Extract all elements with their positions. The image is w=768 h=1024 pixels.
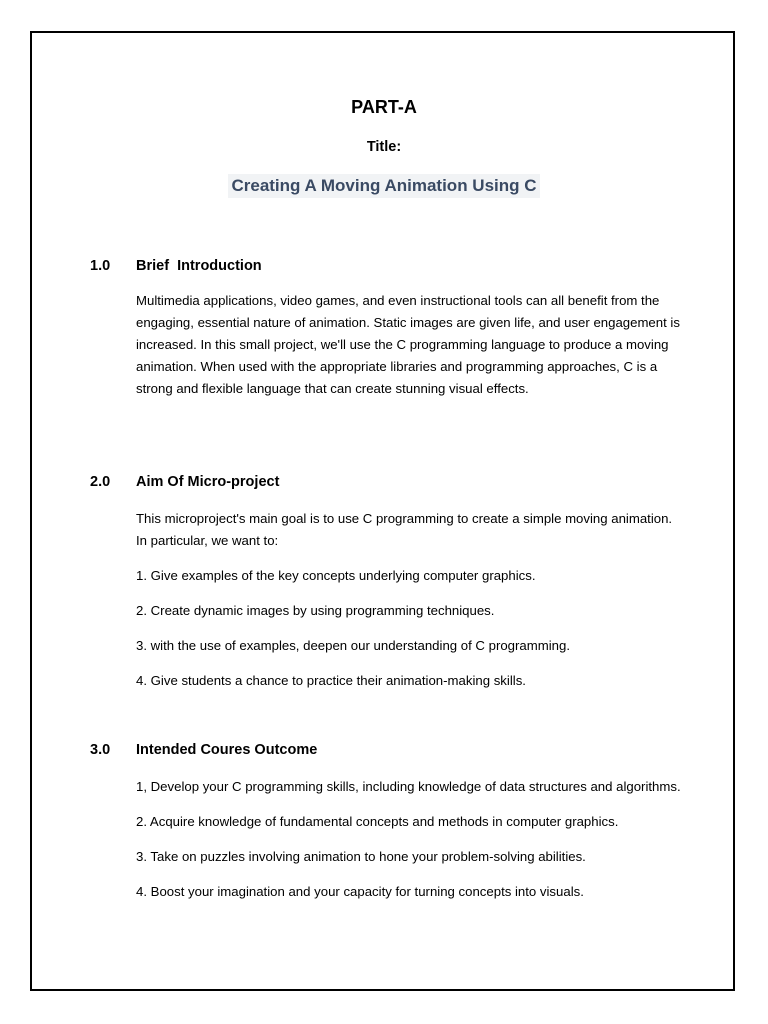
part-heading: PART-A — [351, 97, 417, 117]
aim-intro-paragraph: This microproject's main goal is to use C programming to create a simple moving animation. In particular, we want to: — [136, 511, 673, 548]
title-label: Title: — [366, 139, 402, 155]
section-heading — [90, 739, 690, 761]
section-intended-course-outcome — [90, 739, 690, 903]
section-title: Intended Coures Outcome — [136, 742, 318, 758]
section-heading — [90, 255, 690, 277]
section-number: 2.0 — [90, 474, 111, 490]
list-item: 1. Give examples of the key concepts underlying computer graphics. — [136, 568, 536, 583]
section-title: Aim Of Micro-project — [136, 474, 280, 490]
section-number: 1.0 — [90, 258, 111, 274]
section-aim-of-micro-project — [90, 471, 690, 692]
section-body — [136, 508, 681, 692]
list-item: 3. Take on puzzles involving animation to hone your problem-solving abilities. — [136, 849, 586, 864]
introduction-paragraph: Multimedia applications, video games, and even instructional tools can all benefit from the engaging, essential nature of animation. Static images are given life, and user engagement is increased. In this small project, we'll use the C programming language to produce a moving animation. When used with the appropriate libraries and programming approaches, C is a strong and flexible language that can create stunning visual effects. — [136, 293, 680, 396]
section-heading — [90, 471, 690, 493]
section-body — [136, 290, 681, 400]
section-brief-introduction — [90, 255, 690, 400]
list-item: 3. with the use of examples, deepen our understanding of C programming. — [136, 638, 570, 653]
document-title: Creating A Moving Animation Using C — [228, 174, 539, 198]
document-title-container — [0, 174, 768, 198]
list-item: 4. Give students a chance to practice their animation-making skills. — [136, 673, 526, 688]
list-item: 2. Acquire knowledge of fundamental concepts and methods in computer graphics. — [136, 814, 619, 829]
list-item: 2. Create dynamic images by using programming techniques. — [136, 603, 495, 618]
list-item: 4. Boost your imagination and your capacity for turning concepts into visuals. — [136, 884, 584, 899]
list-item: 1, Develop your C programming skills, including knowledge of data structures and algorithms. — [136, 779, 681, 794]
section-title: Brief Introduction — [136, 258, 262, 274]
section-number: 3.0 — [90, 742, 111, 758]
section-body — [136, 776, 681, 903]
